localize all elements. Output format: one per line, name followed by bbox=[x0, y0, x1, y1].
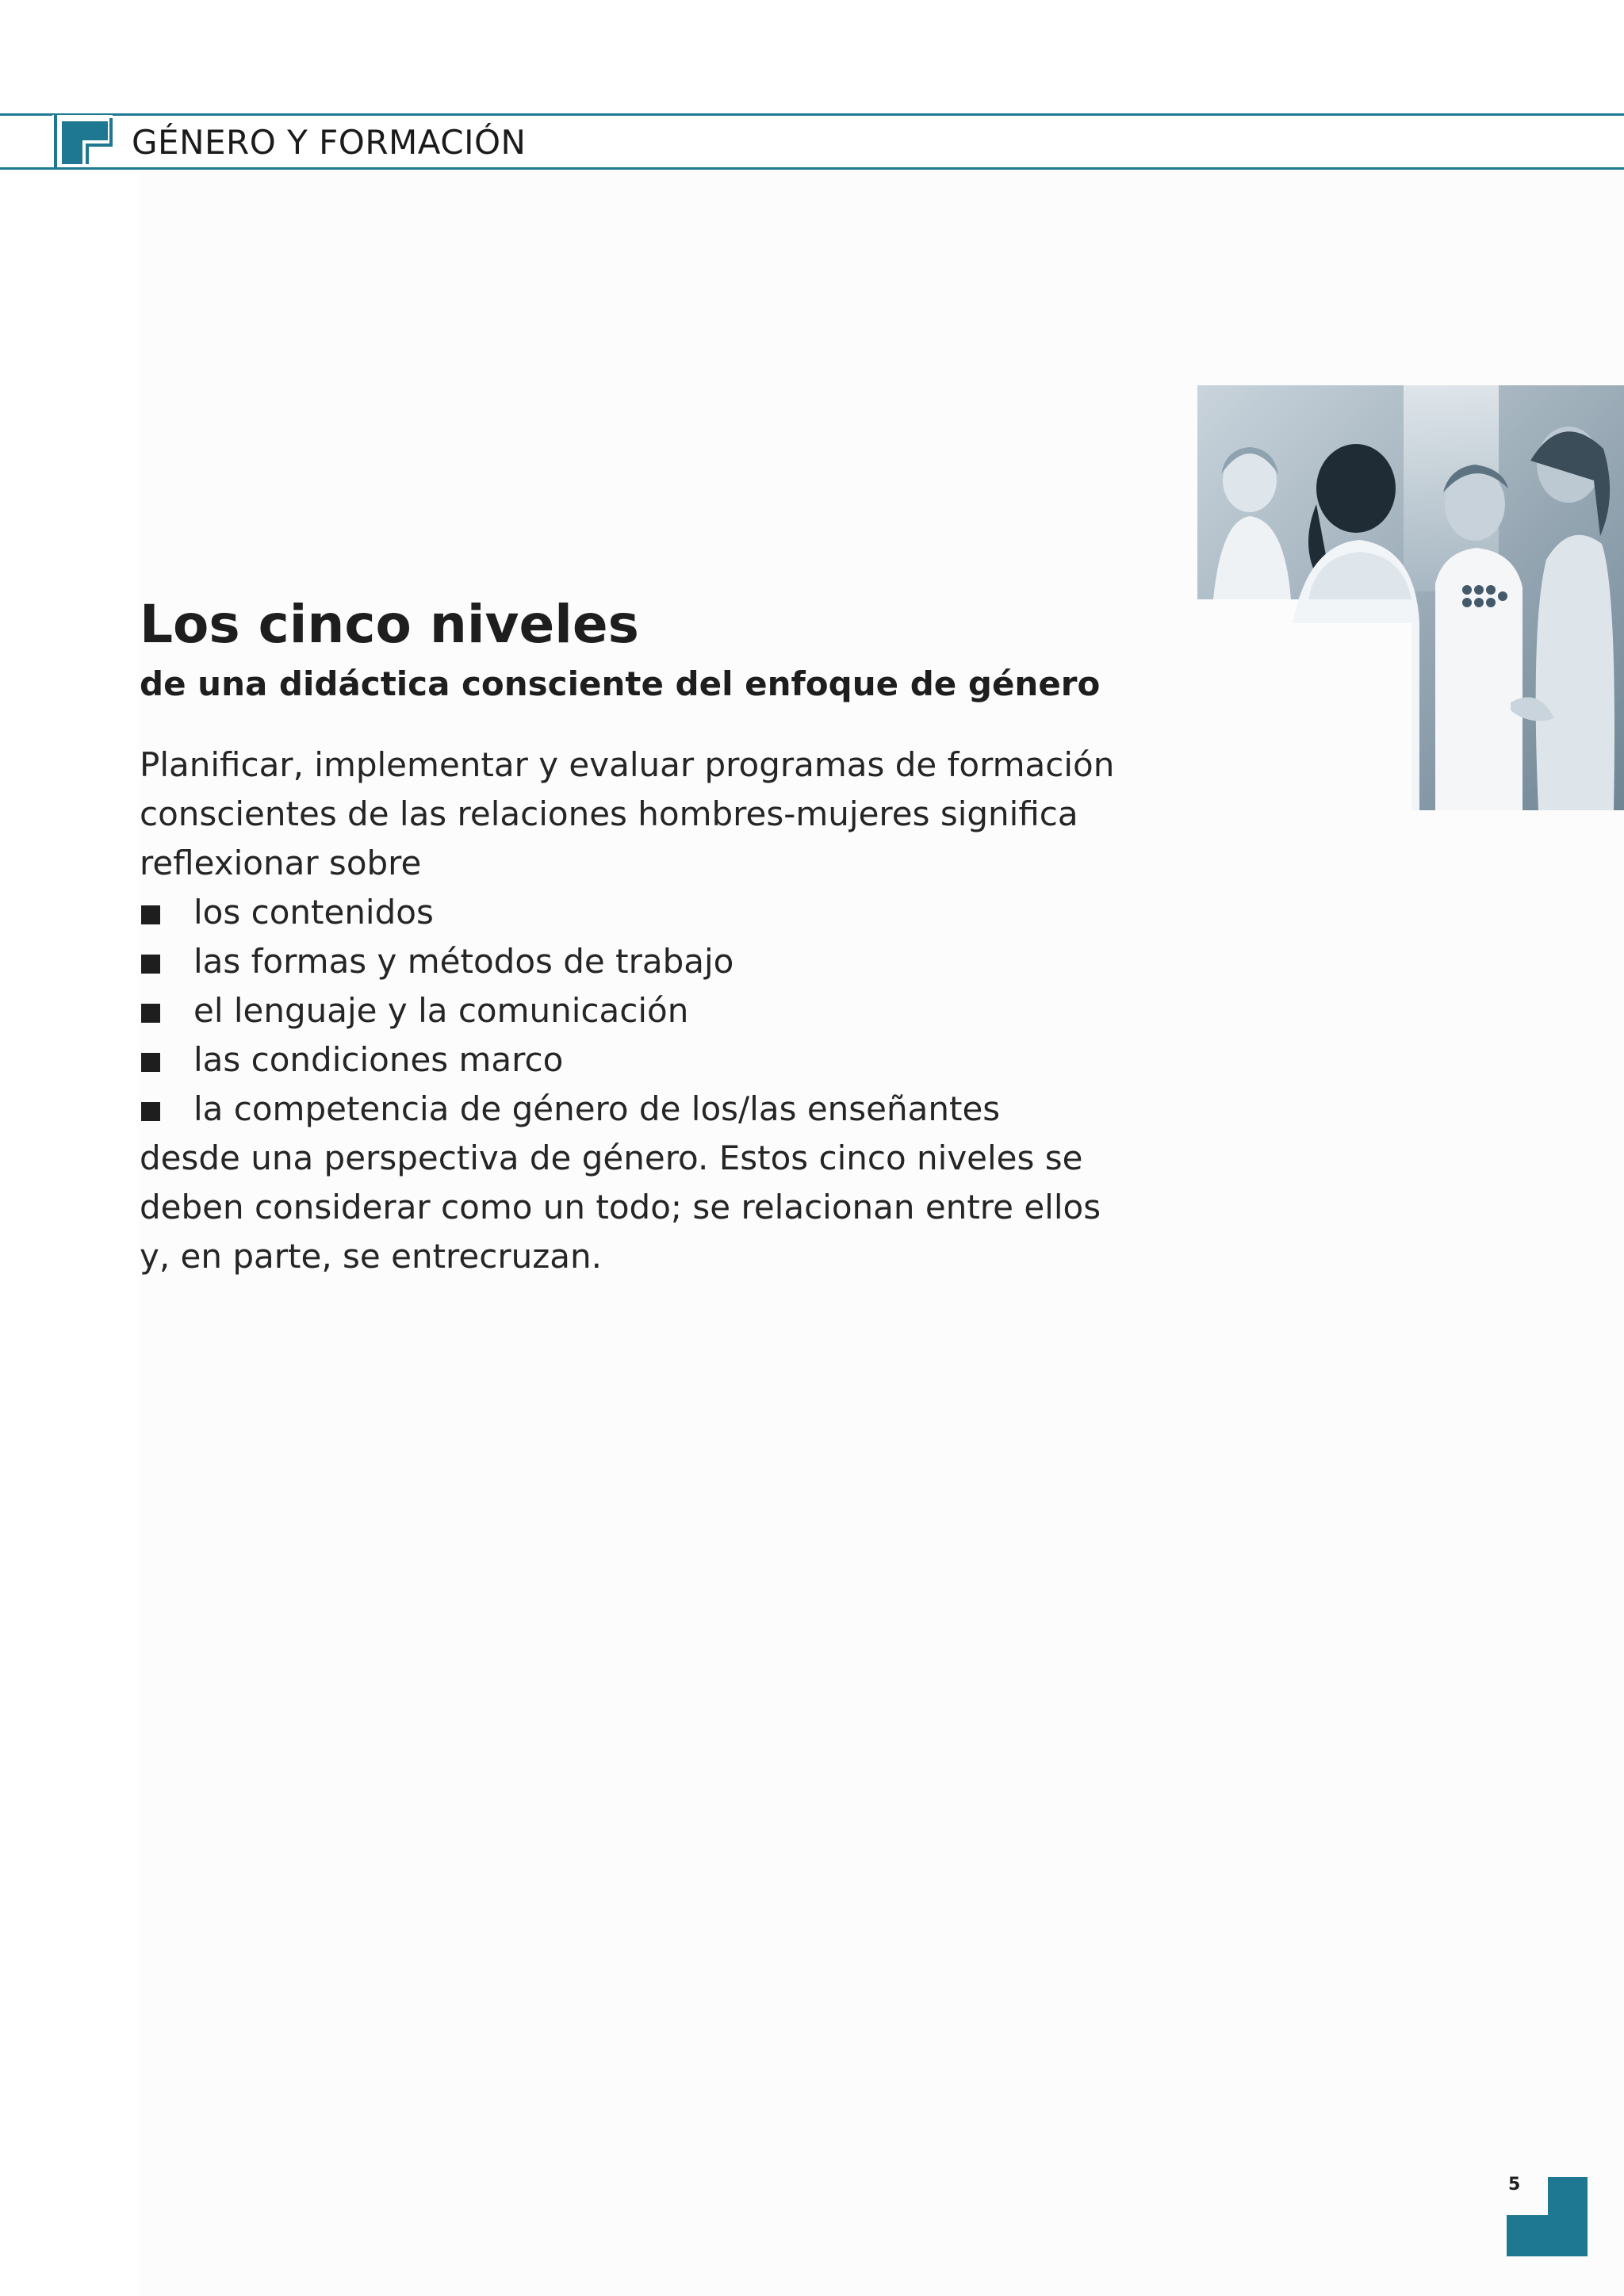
list-item bbox=[140, 986, 1091, 1035]
list-item bbox=[140, 1085, 1091, 1134]
section-title: GÉNERO Y FORMACIÓN bbox=[132, 123, 527, 162]
list-item-text: las condiciones marco bbox=[193, 1040, 564, 1079]
article-subtitle: de una didáctica consciente del enfoque de género bbox=[140, 664, 1101, 703]
body-paragraph-line: desde una perspectiva de género. Estos cinco niveles se bbox=[140, 1138, 1083, 1177]
square-bullet-icon bbox=[141, 1102, 160, 1121]
list-item-text: el lenguaje y la comunicación bbox=[193, 991, 689, 1030]
square-bullet-icon bbox=[141, 1004, 160, 1023]
list-item-text: los contenidos bbox=[193, 893, 434, 932]
list-item-text: la competencia de género de los/las enseñantes bbox=[193, 1089, 1001, 1128]
body-paragraph-line: y, en parte, se entrecruzan. bbox=[140, 1237, 602, 1276]
article-title: Los cinco niveles bbox=[140, 594, 639, 655]
square-bullet-icon bbox=[141, 1053, 160, 1072]
header-rule-top bbox=[0, 113, 1624, 116]
body-paragraph-line: conscientes de las relaciones hombres-mujeres significa bbox=[140, 794, 1078, 833]
body-paragraph-line: deben considerar como un todo; se relacionan entre ellos bbox=[140, 1188, 1101, 1226]
corner-square-icon bbox=[52, 115, 113, 167]
list-item bbox=[140, 937, 1091, 986]
square-bullet-icon bbox=[141, 905, 160, 924]
article-body bbox=[140, 740, 1115, 1281]
square-bullet-icon bbox=[141, 955, 160, 974]
header-rule-bottom bbox=[0, 167, 1624, 170]
list-item bbox=[140, 1035, 1091, 1085]
body-paragraph-line: reflexionar sobre bbox=[140, 844, 422, 882]
levels-list bbox=[140, 888, 1091, 1134]
list-item-text: las formas y métodos de trabajo bbox=[193, 942, 734, 981]
list-item bbox=[140, 888, 1091, 937]
page-number: 5 bbox=[1508, 2175, 1521, 2195]
body-paragraph-line: Planificar, implementar y evaluar programas de formación bbox=[140, 745, 1115, 784]
photo-group-of-young-women bbox=[1197, 385, 1624, 810]
